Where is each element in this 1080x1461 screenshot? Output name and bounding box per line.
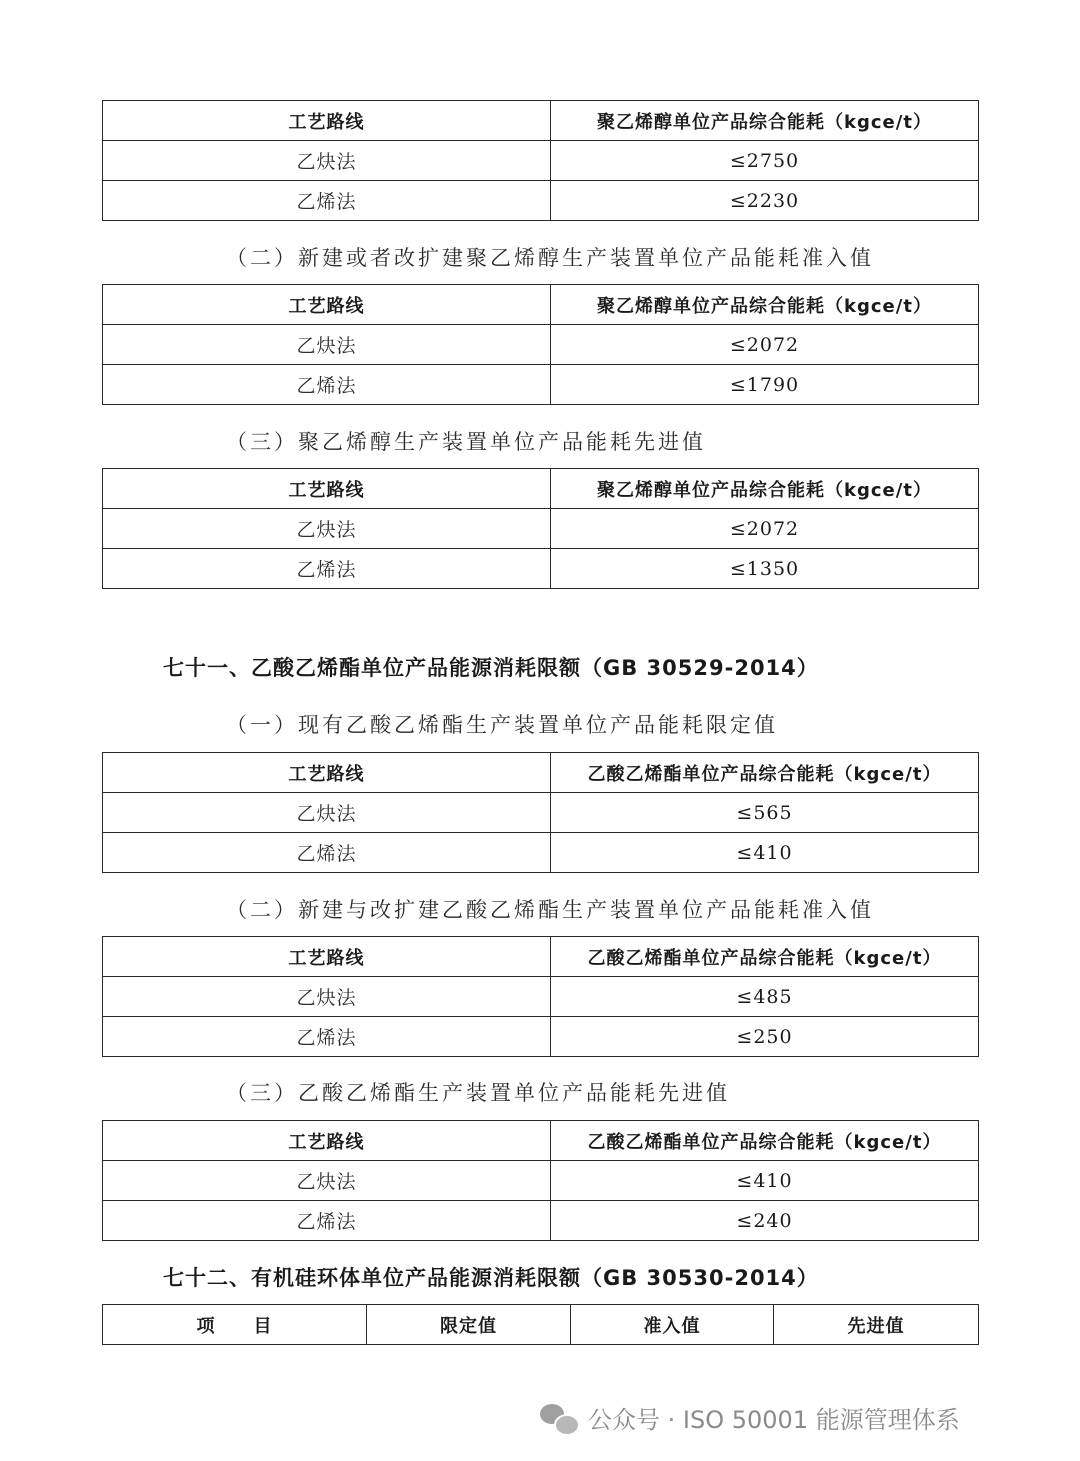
route-cell: 乙烯法: [103, 181, 551, 221]
route-cell: 乙烯法: [103, 833, 551, 873]
table-row: [103, 977, 979, 1017]
value-cell: ≤1790: [551, 365, 979, 405]
watermark-text: 公众号 · ISO 50001 能源管理体系: [588, 1406, 960, 1434]
header-energy: 乙酸乙烯酯单位产品综合能耗（kgce/t）: [551, 937, 979, 977]
header-route: 工艺路线: [103, 285, 551, 325]
header-route: 工艺路线: [103, 1121, 551, 1161]
table-row: [103, 509, 979, 549]
value-cell: ≤410: [551, 1161, 979, 1201]
pva-advanced-table: [102, 468, 979, 589]
table-row: [103, 1017, 979, 1057]
route-cell: 乙炔法: [103, 793, 551, 833]
table-header-row: [103, 1121, 979, 1161]
subheading-pva-advanced: （三）聚乙烯醇生产装置单位产品能耗先进值: [226, 430, 706, 454]
header-energy: 乙酸乙烯酯单位产品综合能耗（kgce/t）: [551, 1121, 979, 1161]
table-row: [103, 1161, 979, 1201]
value-cell: ≤565: [551, 793, 979, 833]
table-row: [103, 549, 979, 589]
table-header-row: [103, 753, 979, 793]
value-cell: ≤2072: [551, 325, 979, 365]
value-cell: ≤410: [551, 833, 979, 873]
header-item: 项 目: [103, 1305, 367, 1345]
value-cell: ≤2750: [551, 141, 979, 181]
section-heading-71: 七十一、乙酸乙烯酯单位产品能源消耗限额（GB 30529-2014）: [163, 656, 819, 680]
vac-entry-table: [102, 936, 979, 1057]
table-row: [103, 833, 979, 873]
header-energy: 聚乙烯醇单位产品综合能耗（kgce/t）: [551, 285, 979, 325]
table-row: [103, 1201, 979, 1241]
table-header-row: [103, 101, 979, 141]
value-cell: ≤240: [551, 1201, 979, 1241]
header-limit: 限定值: [367, 1305, 571, 1345]
value-cell: ≤2230: [551, 181, 979, 221]
table-row: [103, 181, 979, 221]
vac-limit-table: [102, 752, 979, 873]
subheading-vac-limit: （一）现有乙酸乙烯酯生产装置单位产品能耗限定值: [226, 713, 778, 737]
route-cell: 乙炔法: [103, 509, 551, 549]
vac-advanced-table: [102, 1120, 979, 1241]
route-cell: 乙炔法: [103, 325, 551, 365]
header-energy: 聚乙烯醇单位产品综合能耗（kgce/t）: [551, 469, 979, 509]
route-cell: 乙烯法: [103, 549, 551, 589]
header-route: 工艺路线: [103, 753, 551, 793]
table-row: [103, 365, 979, 405]
table-header-row: [103, 937, 979, 977]
pva-entry-table: [102, 284, 979, 405]
route-cell: 乙烯法: [103, 365, 551, 405]
wechat-icon: [540, 1402, 578, 1434]
table-header-row: [103, 1305, 979, 1345]
header-entry: 准入值: [571, 1305, 774, 1345]
header-advanced: 先进值: [774, 1305, 979, 1345]
subheading-vac-entry: （二）新建与改扩建乙酸乙烯酯生产装置单位产品能耗准入值: [226, 898, 874, 922]
table-row: [103, 793, 979, 833]
route-cell: 乙烯法: [103, 1017, 551, 1057]
siloxane-table: [102, 1304, 979, 1345]
subheading-vac-advanced: （三）乙酸乙烯酯生产装置单位产品能耗先进值: [226, 1081, 730, 1105]
pva-limit-table: [102, 100, 979, 221]
header-route: 工艺路线: [103, 101, 551, 141]
header-route: 工艺路线: [103, 469, 551, 509]
table-row: [103, 325, 979, 365]
table-header-row: [103, 285, 979, 325]
header-energy: 乙酸乙烯酯单位产品综合能耗（kgce/t）: [551, 753, 979, 793]
table-header-row: [103, 469, 979, 509]
section-heading-72: 七十二、有机硅环体单位产品能源消耗限额（GB 30530-2014）: [163, 1266, 819, 1290]
route-cell: 乙烯法: [103, 1201, 551, 1241]
header-energy: 聚乙烯醇单位产品综合能耗（kgce/t）: [551, 101, 979, 141]
route-cell: 乙炔法: [103, 977, 551, 1017]
value-cell: ≤1350: [551, 549, 979, 589]
value-cell: ≤2072: [551, 509, 979, 549]
route-cell: 乙炔法: [103, 1161, 551, 1201]
route-cell: 乙炔法: [103, 141, 551, 181]
subheading-pva-entry: （二）新建或者改扩建聚乙烯醇生产装置单位产品能耗准入值: [226, 246, 874, 270]
table-row: [103, 141, 979, 181]
value-cell: ≤250: [551, 1017, 979, 1057]
value-cell: ≤485: [551, 977, 979, 1017]
watermark: [540, 1400, 960, 1435]
header-route: 工艺路线: [103, 937, 551, 977]
